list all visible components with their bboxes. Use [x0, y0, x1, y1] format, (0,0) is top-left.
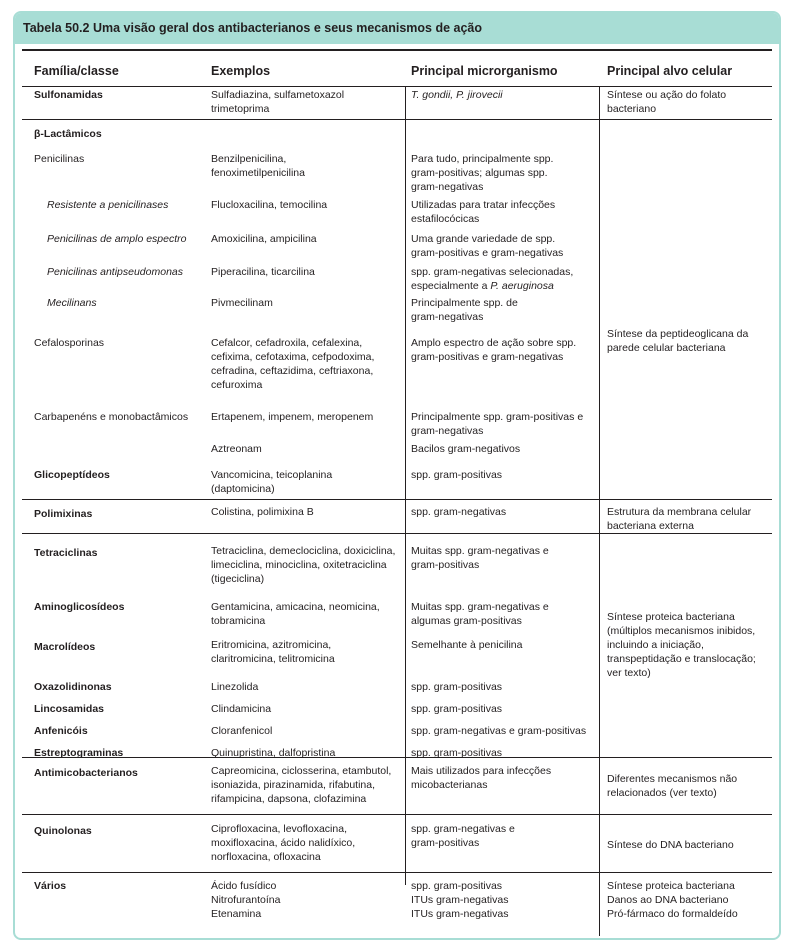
row-organism-macrolideos: Semelhante à penicilina: [411, 639, 523, 651]
row-organism-carbapenens: Principalmente spp. gram-positivas e gram-negativas: [411, 411, 584, 437]
header-top-rule: [22, 49, 772, 51]
row-rule: [22, 499, 772, 500]
row-family-antipseudomonas: Penicilinas antipseudomonas: [47, 266, 184, 278]
organism-line-1: spp. gram-negativas selecionadas,: [411, 266, 574, 278]
organism-species: P. aeruginosa: [490, 280, 554, 292]
row-family-macrolideos: Macrolídeos: [34, 641, 96, 653]
row-examples-carbapenens: Ertapenem, impenem, meropenem: [211, 411, 374, 423]
row-organism-oxazolidinonas: spp. gram-positivas: [411, 681, 503, 693]
row-family-oxazolidinonas: Oxazolidinonas: [34, 681, 112, 693]
organism-prefix: especialmente a: [411, 280, 491, 292]
row-family-polimixinas: Polimixinas: [34, 508, 93, 520]
row-organism-antipseudomonas: [411, 265, 573, 293]
row-organism-antimicobacterianos: Mais utilizados para infecções micobacterianas: [411, 765, 552, 791]
row-examples-amplo: Amoxicilina, ampicilina: [211, 233, 317, 245]
row-family-antimicobacterianos: Antimicobacterianos: [34, 767, 138, 779]
row-examples-lincosamidas: Clindamicina: [211, 703, 272, 715]
row-family-aminoglicosideos: Aminoglicosídeos: [34, 601, 125, 613]
row-family-anfenicois: Anfenicóis: [34, 725, 88, 737]
row-family-amplo: Penicilinas de amplo espectro: [47, 233, 187, 245]
row-rule: [22, 533, 772, 534]
row-examples-varios: Ácido fusídico Nitrofurantoína Etenamina: [211, 880, 281, 920]
row-organism-penicilinas: Para tudo, principalmente spp. gram-positivas; algumas spp. gram-negativas: [411, 153, 554, 193]
row-family-glicopeptideos: Glicopeptídeos: [34, 469, 110, 481]
row-target-sulfonamidas: Síntese ou ação do folato bacteriano: [607, 89, 727, 115]
row-target-varios: Síntese proteica bacteriana Danos ao DNA bacteriano Pró-fármaco do formaldeído: [607, 880, 738, 920]
row-examples-resistente: Flucloxacilina, temocilina: [211, 199, 328, 211]
column-rule-organism: [405, 87, 406, 885]
row-family-tetraciclinas: Tetraciclinas: [34, 547, 98, 559]
row-examples-polimixinas: Colistina, polimixina B: [211, 506, 314, 518]
row-examples-macrolideos: Eritromicina, azitromicina, claritromicina, telitromicina: [211, 639, 335, 665]
row-organism-amplo: Uma grande variedade de spp. gram-positivas e gram-negativas: [411, 233, 564, 259]
header-target: Principal alvo celular: [607, 64, 733, 78]
row-organism-mecilinans: Principalmente spp. de gram-negativas: [411, 297, 518, 323]
row-organism-quinolonas: spp. gram-negativas e gram-positivas: [411, 823, 515, 849]
row-organism-varios: spp. gram-positivas ITUs gram-negativas ITUs gram-negativas: [411, 880, 509, 920]
row-organism-sulfonamidas: T. gondii, P. jirovecii: [411, 89, 503, 101]
row-organism-estreptograminas: spp. gram-positivas: [411, 747, 503, 759]
row-examples-tetraciclinas: Tetraciclina, demeclociclina, doxiciclina, limeciclina, minociclina, oxitetraciclina (tigeciclina): [211, 545, 396, 585]
table-frame: [13, 11, 781, 940]
row-organism-glicopeptideos: spp. gram-positivas: [411, 469, 503, 481]
row-family-carbapenens: Carbapenéns e monobactâmicos: [34, 411, 189, 423]
header-examples: Exemplos: [211, 64, 271, 78]
row-family-resistente: Resistente a penicilinases: [47, 199, 169, 211]
row-organism-cefalosporinas: Amplo espectro de ação sobre spp. gram-positivas e gram-negativas: [411, 337, 577, 363]
header-family: Família/classe: [34, 64, 119, 78]
row-family-penicilinas: Penicilinas: [34, 153, 85, 165]
organism-line-2: [411, 279, 573, 293]
row-examples-antipseudomonas: Piperacilina, ticarcilina: [211, 266, 315, 278]
row-family-estreptograminas: Estreptograminas: [34, 747, 124, 759]
row-target-protein-synthesis: Síntese proteica bacteriana (múltiplos mecanismos inibidos, incluindo a iniciação, transpeptidação e translocação; ver texto): [607, 611, 756, 679]
row-examples-estreptograminas: Quinupristina, dalfopristina: [211, 747, 336, 759]
row-organism-aztreonam: Bacilos gram-negativos: [411, 443, 521, 455]
column-rule-target: [599, 87, 600, 936]
row-examples-oxazolidinonas: Linezolida: [211, 681, 259, 693]
row-rule: [22, 872, 772, 873]
row-examples-anfenicois: Cloranfenicol: [211, 725, 273, 737]
row-organism-lincosamidas: spp. gram-positivas: [411, 703, 503, 715]
row-target-beta-lactamicos: Síntese da peptideoglicana da parede celular bacteriana: [607, 328, 749, 354]
row-examples-antimicobacterianos: Capreomicina, ciclosserina, etambutol, isoniazida, pirazinamida, rifabutina, rifampicina, dapsona, clofazimina: [211, 765, 392, 805]
header-organism: Principal microrganismo: [411, 64, 558, 78]
row-organism-anfenicois: spp. gram-negativas e gram-positivas: [411, 725, 587, 737]
row-examples-aminoglicosideos: Gentamicina, amicacina, neomicina, tobramicina: [211, 601, 380, 627]
row-organism-aminoglicosideos: Muitas spp. gram-negativas e algumas gram-positivas: [411, 601, 549, 627]
row-examples-cefalosporinas: Cefalcor, cefadroxila, cefalexina, cefixima, cefotaxima, cefpodoxima, cefradina, ceftazidima, ceftriaxona, cefuroxima: [211, 337, 375, 391]
row-examples-quinolonas: Ciprofloxacina, levofloxacina, moxifloxacina, ácido nalidíxico, norfloxacina, ofloxacina: [211, 823, 356, 863]
row-organism-polimixinas: spp. gram-negativas: [411, 506, 507, 518]
row-examples-mecilinans: Pivmecilinam: [211, 297, 273, 309]
row-rule: [22, 757, 772, 758]
title-bar: [15, 13, 779, 44]
row-organism-tetraciclinas: Muitas spp. gram-negativas e gram-positivas: [411, 545, 549, 571]
header-bottom-rule: [22, 86, 772, 87]
row-family-sulfonamidas: Sulfonamidas: [34, 89, 103, 101]
row-examples-penicilinas: Benzilpenicilina, fenoximetilpenicilina: [211, 153, 305, 179]
row-target-polimixinas: Estrutura da membrana celular bacteriana externa: [607, 506, 752, 532]
row-examples-sulfonamidas: Sulfadiazina, sulfametoxazol trimetoprima: [211, 89, 345, 115]
row-organism-resistente: Utilizadas para tratar infecções estafilocócicas: [411, 199, 556, 225]
table-title: Tabela 50.2 Uma visão geral dos antibacterianos e seus mecanismos de ação: [23, 21, 483, 35]
row-family-quinolonas: Quinolonas: [34, 825, 92, 837]
row-rule: [22, 119, 772, 120]
row-family-mecilinans: Mecilinans: [47, 297, 97, 309]
row-examples-glicopeptideos: Vancomicina, teicoplanina (daptomicina): [211, 469, 333, 495]
row-rule: [22, 814, 772, 815]
group-title-beta-lactamicos: β-Lactâmicos: [34, 128, 102, 140]
row-target-quinolonas: Síntese do DNA bacteriano: [607, 839, 734, 851]
row-family-cefalosporinas: Cefalosporinas: [34, 337, 105, 349]
row-target-antimicobacterianos: Diferentes mecanismos não relacionados (ver texto): [607, 773, 738, 799]
row-family-lincosamidas: Lincosamidas: [34, 703, 105, 715]
row-examples-aztreonam: Aztreonam: [211, 443, 262, 455]
row-family-varios: Vários: [34, 880, 67, 892]
